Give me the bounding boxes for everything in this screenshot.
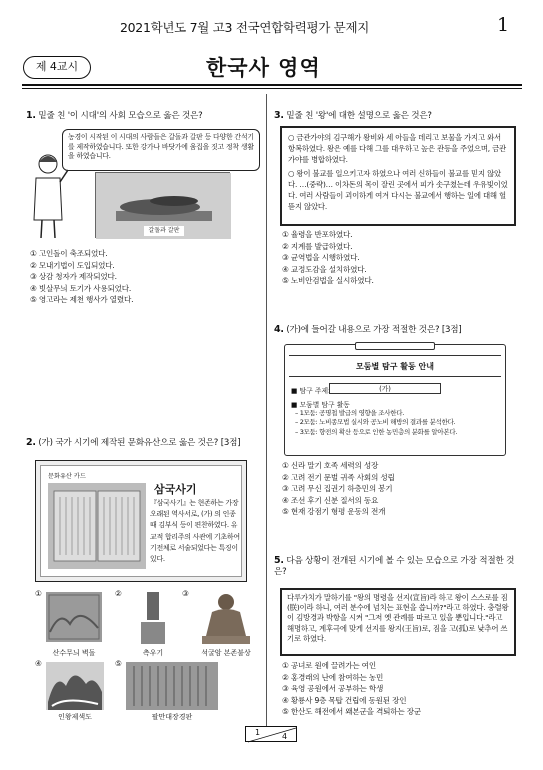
option[interactable]: ③ 상감 청자가 제작되었다. bbox=[30, 272, 117, 282]
book-image bbox=[48, 483, 146, 569]
question-5-options bbox=[282, 660, 518, 718]
option[interactable]: ⑤ 영고라는 제천 행사가 열렸다. bbox=[30, 295, 134, 305]
exam-title: 2021학년도 7월 고3 전국연합학력평가 문제지 bbox=[120, 20, 370, 35]
question-3-stem: 3. 밑줄 친 '왕'에 대한 설명으로 옳은 것은? bbox=[274, 110, 432, 121]
option[interactable]: ① 율령을 반포하였다. bbox=[282, 230, 353, 239]
activity-item: – 2모둠: 노비종모법 실시와 공노비 해방의 결과를 분석한다. bbox=[295, 418, 456, 427]
option[interactable]: ④ 빗살무늬 토기가 사용되었다. bbox=[30, 283, 132, 293]
option-4-num[interactable]: ④ bbox=[35, 659, 42, 668]
question-2-number: 2. bbox=[26, 437, 36, 448]
question-3-options bbox=[282, 229, 512, 287]
question-4-number: 4. bbox=[274, 324, 284, 335]
option[interactable]: ② 모내기법이 도입되었다. bbox=[30, 260, 115, 270]
header-rule bbox=[22, 84, 522, 86]
option[interactable]: ⑤ 한산도 해전에서 왜본군을 격퇴하는 장군 bbox=[282, 707, 421, 717]
option[interactable]: ② 홍경래의 난에 참여하는 농민 bbox=[282, 672, 384, 682]
card-text: 『삼국사기』는 현존하는 가장 오래된 역사서로, (가) 의 인종 때 김부식 등이 편찬하였다. 유교적 합리주의 사관에 기초하여 기전체로 서술되었다는 특징이 있다. bbox=[150, 499, 240, 564]
board-clip bbox=[355, 342, 435, 350]
subject-title: 한국사 영역 bbox=[206, 56, 321, 80]
option[interactable]: ③ 균역법을 시행하였다. bbox=[282, 253, 360, 263]
artifact-photo bbox=[95, 172, 230, 238]
option-2-num[interactable]: ② bbox=[115, 589, 122, 598]
option[interactable]: ① 공녀로 원에 끌려가는 여인 bbox=[282, 661, 376, 670]
question-4-stem: 4. (가)에 들어갈 내용으로 가장 적절한 것은? [3점] bbox=[274, 324, 462, 335]
buddha-statue-image[interactable] bbox=[198, 590, 254, 646]
question-1-options bbox=[30, 248, 260, 306]
option[interactable]: ③ 고려 무신 집권기 하층민의 봉기 bbox=[282, 484, 393, 494]
question-5-number: 5. bbox=[274, 555, 284, 566]
activity-item: – 3모둠: 향전의 확산 등으로 인한 농민층의 분화를 알아본다. bbox=[295, 427, 458, 436]
question-2-stem: 2. (가) 국가 시기에 제작된 문화유산으로 옳은 것은? [3점] bbox=[26, 437, 241, 448]
column-divider bbox=[266, 94, 267, 726]
option[interactable]: ④ 조선 후기 신분 질서의 동요 bbox=[282, 495, 379, 505]
heritage-card bbox=[35, 460, 247, 582]
page-current: 1 bbox=[255, 728, 261, 737]
header-rule-thin bbox=[22, 88, 522, 89]
tripitaka-woodblock-image[interactable] bbox=[126, 662, 218, 710]
activity-list bbox=[295, 409, 505, 437]
topic-blank: (가) bbox=[329, 383, 441, 394]
question-3-number: 3. bbox=[274, 110, 284, 121]
activity-label: ■ 모둠별 탐구 활동 bbox=[291, 401, 350, 409]
question-3-source-box bbox=[280, 126, 516, 226]
topic-label: ■ 탐구 주제: bbox=[291, 387, 331, 395]
source-paragraph-2: ○ 왕이 불교를 일으키고자 하였으나 여러 신하들이 불교를 믿지 않았다. …(중략)… 이차돈의 목이 잘린 곳에서 피가 솟구쳤는데 우유빛이었다. 여러 사람들이 괴이하게 여겨 다시는 불교에서 행하는 일에 대해 헐뜯지 않았다. bbox=[288, 169, 508, 211]
card-title: 삼국사기 bbox=[154, 483, 197, 496]
option-5-num[interactable]: ⑤ bbox=[115, 659, 122, 668]
speech-bubble: 농경이 시작된 이 시대의 사람들은 갈돌과 갈판 등 다양한 간석기를 제작하였습니다. 또한 강가나 바닷가에 움집을 짓고 정착 생활을 하였습니다. bbox=[62, 129, 260, 171]
page-total: 4 bbox=[282, 732, 288, 741]
page-number: 1 bbox=[497, 14, 510, 36]
landscape-painting-image[interactable] bbox=[46, 662, 104, 710]
option-1-caption: 산수무늬 벽돌 bbox=[52, 649, 96, 657]
activity-board bbox=[284, 344, 506, 456]
option[interactable]: ② 지계를 발급하였다. bbox=[282, 241, 353, 251]
session-badge: 제 4교시 bbox=[23, 56, 91, 79]
option-1-num[interactable]: ① bbox=[35, 589, 42, 598]
board-rule bbox=[289, 355, 501, 356]
question-4-options bbox=[282, 460, 512, 518]
question-5-stem: 5. 다음 상황이 전개된 시기에 볼 수 있는 모습으로 가장 적절한 것은? bbox=[274, 555, 515, 577]
activity-item: – 1모둠: 공명첩 발급의 영향을 조사한다. bbox=[295, 409, 404, 417]
option[interactable]: ④ 황룡사 9층 목탑 건립에 동원된 장인 bbox=[282, 695, 407, 705]
option-4-caption: 인왕제색도 bbox=[58, 713, 92, 721]
page-slash bbox=[246, 727, 298, 743]
option-3-num[interactable]: ③ bbox=[182, 589, 189, 598]
question-1-stem: 1. 밑줄 친 '이 시대'의 사회 모습으로 옳은 것은? bbox=[26, 110, 203, 121]
board-title: 모둠별 탐구 활동 안내 bbox=[356, 362, 434, 371]
page-indicator bbox=[245, 726, 297, 742]
rain-gauge-image[interactable] bbox=[137, 592, 169, 646]
option[interactable]: ⑤ 현재 강점기 형평 운동의 전개 bbox=[282, 507, 386, 517]
teacher-figure bbox=[28, 150, 70, 240]
board-rule-2 bbox=[289, 376, 501, 377]
question-5-source-box: 다루가치가 말하기를 "왕의 명령을 선지(宣旨)라 하고 왕이 스스로를 짐(朕)이라 하니, 여러 분수에 넘치는 표현을 씁니까?"라고 하였다. 충렬왕이 김방경과 박항을 시켜 "그저 옛 관례를 따르고 있을 뿐입니다."라고 해명하고, 계후극에 맞게 선지를 왕지(王旨)로, 짐을 고(孤)로 낮추어 쓰기로 하였다. bbox=[280, 588, 516, 656]
option[interactable]: ① 신라 말기 호족 세력의 성장 bbox=[282, 461, 379, 470]
option[interactable]: ② 고려 전기 문벌 귀족 사회의 성립 bbox=[282, 472, 395, 482]
option[interactable]: ① 고인돌이 축조되었다. bbox=[30, 249, 108, 258]
question-1-number: 1. bbox=[26, 110, 36, 121]
landscape-brick-image[interactable] bbox=[46, 592, 102, 642]
option[interactable]: ⑤ 노비안검법을 실시하였다. bbox=[282, 276, 374, 286]
option[interactable]: ④ 교정도감을 설치하였다. bbox=[282, 264, 367, 274]
card-tag: 문화유산 카드 bbox=[48, 473, 86, 480]
option-2-caption: 측우기 bbox=[142, 649, 164, 657]
option-5-caption: 팔만대장경판 bbox=[151, 713, 193, 721]
option[interactable]: ③ 육영 공원에서 공부하는 학생 bbox=[282, 684, 384, 694]
option-3-caption: 석굴암 본존불상 bbox=[201, 649, 251, 657]
photo-caption: 갈돌과 갈판 bbox=[144, 226, 184, 236]
source-paragraph-1: ○ 금관가야의 김구해가 왕비와 세 아들을 데리고 보물을 가지고 와서 항복하였다. 왕은 예를 다해 그를 대우하고 높은 관등을 주었으며, 금관가야를 병합하였다. bbox=[288, 133, 506, 164]
